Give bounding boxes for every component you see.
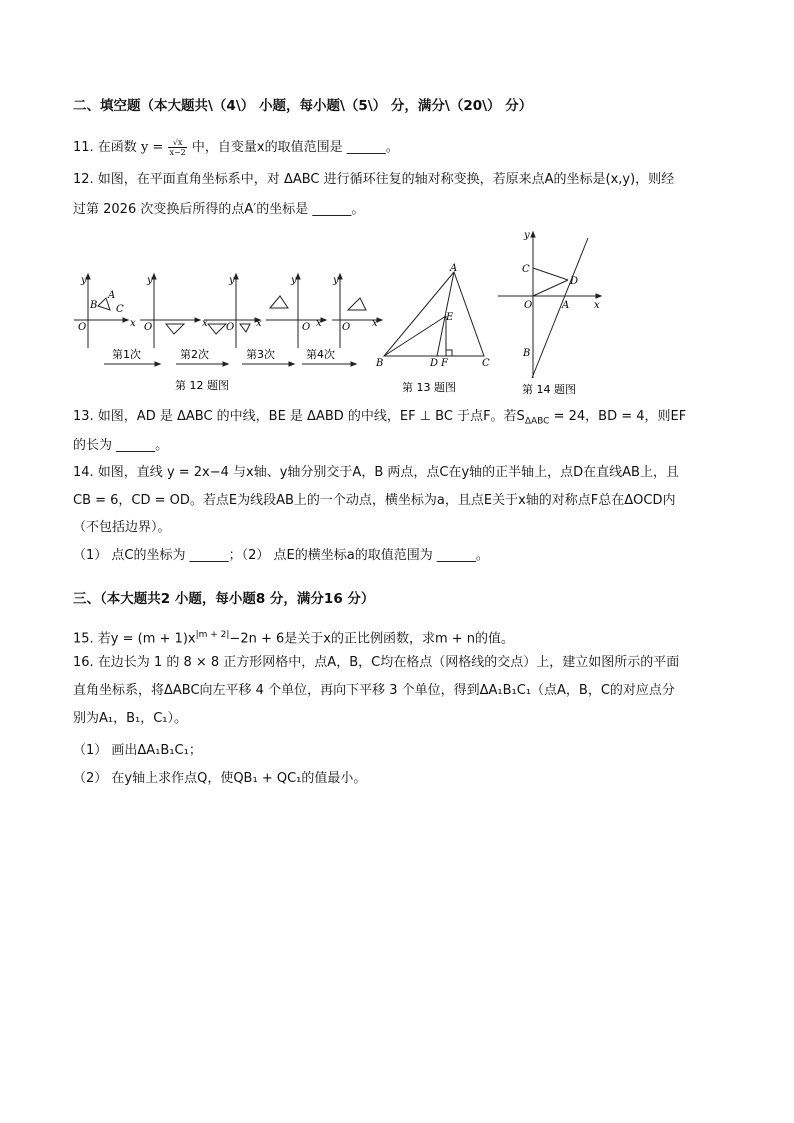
fig14-point-a: A	[562, 300, 570, 311]
question-12-line-2: 过第 2026 次变换后所得的点A′的坐标是 ______。	[73, 202, 365, 217]
fig14-point-c: C	[522, 264, 530, 275]
fig12-y-label-2: y	[147, 275, 153, 286]
q11-frac-numerator: √x	[168, 138, 186, 148]
fig12-caption: 第 12 题图	[175, 379, 229, 392]
fig12-origin-3: O	[226, 322, 235, 333]
question-14-line-2: CB = 6，CD = OD。若点E为线段AB上的一个动点，横坐标为a，且点E关于x轴的对称点F总在ΔOCD内	[73, 493, 676, 508]
fig14-origin: O	[524, 300, 533, 311]
fig13-caption: 第 13 题图	[402, 381, 456, 394]
fig14-caption: 第 14 题图	[522, 383, 576, 396]
fig14-y-label: y	[524, 230, 530, 241]
fig12-step-3: 第3次	[246, 348, 275, 361]
q11-y-eq: y =	[140, 140, 168, 155]
fig13-point-e: E	[446, 312, 454, 323]
fig12-origin-5: O	[342, 322, 351, 333]
question-16-line-2: 直角坐标系，将ΔABC向左平移 4 个单位，再向下平移 3 个单位，得到ΔA₁B₁C₁（点A，B，C的对应点分	[73, 683, 675, 698]
question-14-line-1: 14. 如图，直线 y = 2x−4 与x轴、y轴分别交于A，B 两点，点C在y轴的正半轴上，点D在直线AB上，且	[73, 465, 679, 480]
fig12-origin-2: O	[144, 322, 153, 333]
question-15	[73, 626, 514, 648]
section-2-heading: 二、填空题（本大题共\（4\） 小题，每小题\（5\） 分，满分\（20\） 分）	[73, 98, 533, 114]
fig12-x-label-1: x	[130, 318, 136, 329]
question-14-line-4: （1） 点C的坐标为 ______；（2） 点E的横坐标a的取值范围为 ______。	[73, 548, 489, 563]
fig14-point-d: D	[570, 276, 579, 287]
fig13-point-d: D	[430, 358, 439, 369]
question-13-line-1	[73, 408, 686, 431]
figure-14	[496, 228, 606, 398]
q11-prefix: 11. 在函数	[73, 140, 141, 155]
fig12-step-2: 第2次	[180, 348, 209, 361]
fig12-point-b: B	[90, 300, 98, 311]
q13-text-b: = 24，BD = 4，则EF	[549, 409, 687, 424]
fig12-point-a: A	[108, 290, 116, 301]
fig12-origin-4: O	[302, 322, 311, 333]
figure-13	[374, 262, 500, 398]
question-14-line-3: （不包括边界）。	[73, 520, 171, 535]
fig12-point-c: C	[116, 304, 124, 315]
fig12-x-label-4: x	[316, 318, 322, 329]
q13-text-a: 13. 如图，AD 是 ΔABC 的中线，BE 是 ΔABD 的中线，EF ⊥ BC 于点F。若S	[73, 409, 525, 424]
fig14-x-label: x	[594, 300, 600, 311]
question-13-line-2: 的长为 ______。	[73, 438, 169, 453]
fig12-x-label-3: x	[256, 318, 262, 329]
fig12-y-label-1: y	[81, 275, 87, 286]
fig13-point-a: A	[450, 263, 458, 274]
section-3-heading: 三、（本大题共2 小题，每小题8 分，满分16 分）	[73, 591, 375, 607]
fig13-point-b: B	[376, 358, 384, 369]
question-16-line-1: 16. 在边长为 1 的 8 × 8 正方形网格中，点A，B，C均在格点（网格线的交点）上，建立如图所示的平面	[73, 655, 680, 670]
fig12-y-label-3: y	[229, 275, 235, 286]
question-16-part-1: （1） 画出ΔA₁B₁C₁；	[73, 743, 202, 758]
fig12-step-1: 第1次	[112, 348, 141, 361]
q11-frac-denominator: x−2	[169, 148, 186, 157]
question-16-part-2: （2） 在y轴上求作点Q，使QB₁ + QC₁的值最小。	[73, 771, 367, 786]
q13-area-subscript: ΔABC	[524, 416, 550, 427]
fig13-point-c: C	[482, 358, 490, 369]
fig12-step-4: 第4次	[306, 348, 335, 361]
q15-prefix: 15. 若y = (m + 1)x	[73, 631, 196, 647]
q11-suffix: 中，自变量x的取值范围是 ______。	[187, 140, 399, 155]
fig13-point-f: F	[441, 358, 448, 369]
fig14-point-b: B	[523, 348, 531, 359]
fig12-y-label-5: y	[333, 275, 339, 286]
fig12-x-label-5: x	[372, 318, 378, 329]
question-11	[73, 138, 399, 157]
fig12-x-label-2: x	[202, 318, 208, 329]
question-12-line-1: 12. 如图，在平面直角坐标系中，对 ΔABC 进行循环往复的轴对称变换，若原来点A的坐标是(x,y)，则经	[73, 172, 675, 187]
question-16-line-3: 别为A₁，B₁，C₁）。	[73, 711, 188, 726]
fig12-y-label-4: y	[291, 275, 297, 286]
q15-suffix: −2n + 6是关于x的正比例函数，求m + n的值。	[229, 631, 515, 647]
q15-exponent: |m + 2|	[195, 630, 230, 640]
figure-12	[70, 268, 390, 398]
fig12-origin-1: O	[78, 322, 87, 333]
q11-fraction	[168, 138, 186, 157]
